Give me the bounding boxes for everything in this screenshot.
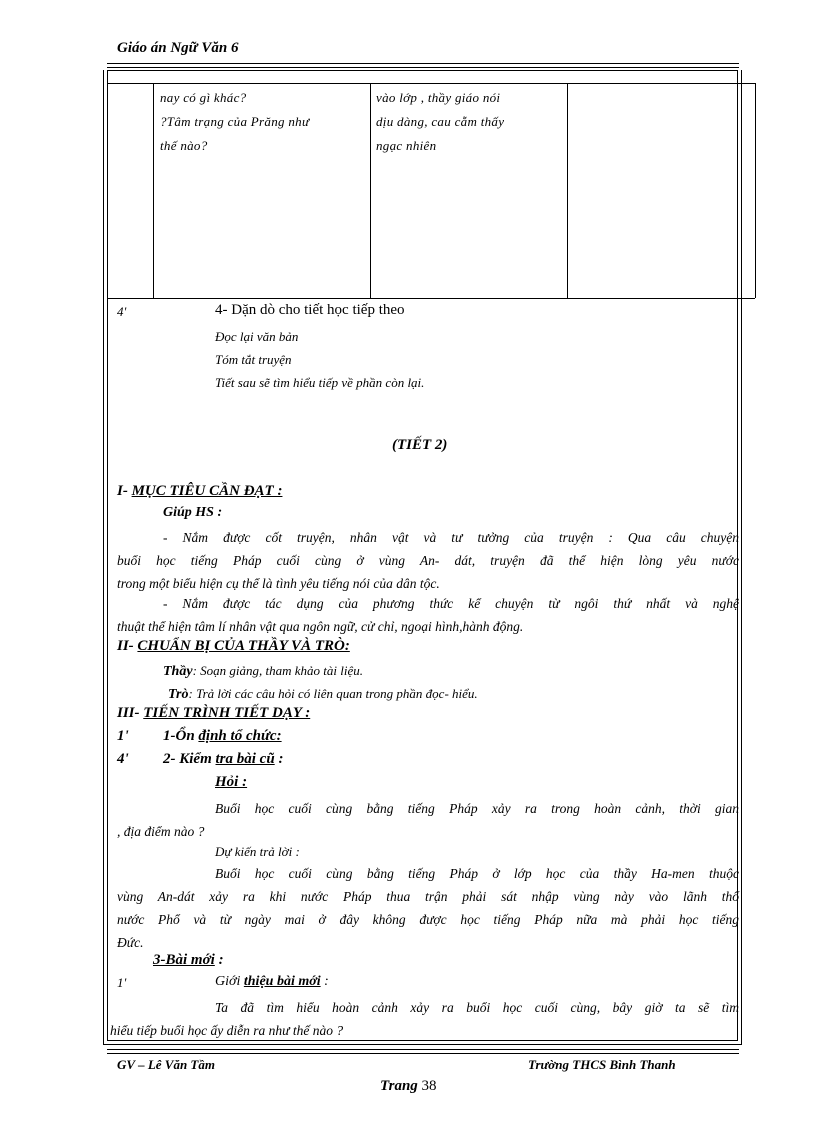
question-line: Buổi học cuối cùng bằng tiếng Pháp xảy ra trong hoàn cảnh, thời gian bbox=[215, 801, 739, 816]
homework-item: Tiết sau sẽ tìm hiểu tiếp về phần còn lại. bbox=[215, 375, 425, 390]
table-line: vào lớp , thầy giáo nói bbox=[376, 90, 501, 105]
homework-time: 4' bbox=[117, 304, 127, 319]
table-line: nay có gì khác? bbox=[160, 90, 247, 105]
expected-answer bbox=[117, 862, 739, 954]
question-line: , địa điểm nào ? bbox=[117, 824, 205, 839]
homework-item: Tóm tắt truyện bbox=[215, 352, 292, 367]
intro-line: hiểu tiếp buổi học ấy diễn ra như thế nào ? bbox=[110, 1023, 344, 1038]
teacher-prep bbox=[163, 659, 363, 683]
paragraph-line: buổi học tiếng Pháp cuối cùng ở vùng An- dát, truyện đã thể hiện lòng yêu nước bbox=[117, 553, 739, 568]
step-2-time: 4' bbox=[117, 751, 129, 767]
section-1-heading bbox=[117, 483, 282, 500]
intro-heading bbox=[215, 974, 329, 990]
table-line: dịu dàng, cau cẵm thấy bbox=[376, 114, 505, 129]
paragraph-line: - Nắm được tác dụng của phương thức kể chuyện từ ngôi thứ nhất và nghệ bbox=[163, 596, 739, 611]
table-line: thế nào? bbox=[160, 138, 208, 153]
expected-answer-label: Dự kiến trả lời : bbox=[215, 844, 300, 859]
step-2-heading bbox=[163, 751, 283, 768]
student-prep bbox=[168, 682, 478, 706]
page-number: 38 bbox=[421, 1078, 437, 1094]
intro-text bbox=[110, 996, 739, 1042]
lesson-title: (TIẾT 2) bbox=[392, 437, 448, 453]
section-2-label: II- bbox=[117, 638, 134, 654]
step-1-heading bbox=[163, 728, 282, 745]
footer-rule-thin bbox=[107, 1053, 739, 1054]
section-1-title: MỤC TIÊU CẦN ĐẠT : bbox=[131, 483, 283, 499]
step-1-prefix: 1-Ổn bbox=[163, 728, 199, 744]
section-3-title: TIẾN TRÌNH TIẾT DẠY : bbox=[143, 705, 311, 721]
step-1-title: định tổ chức: bbox=[198, 728, 282, 744]
student-label: Trò bbox=[168, 687, 189, 702]
footer-rule bbox=[107, 1049, 739, 1050]
table-line: ngạc nhiên bbox=[376, 138, 437, 153]
header-rule bbox=[107, 63, 739, 64]
step-2-title: tra bài cũ bbox=[215, 751, 275, 767]
table-bottom-rule bbox=[107, 298, 755, 299]
table-cell-answer bbox=[376, 86, 566, 158]
teacher-prep-text: : Soạn giảng, tham khảo tài liệu. bbox=[192, 663, 363, 678]
table-line: ?Tâm trạng của Prăng như bbox=[160, 114, 310, 129]
student-prep-text: : Trả lời các câu hỏi có liên quan trong phần đọc- hiểu. bbox=[188, 686, 478, 701]
homework-item: Đọc lại văn bản bbox=[215, 329, 299, 344]
answer-line: Buổi học cuối cùng bằng tiếng Pháp ở lớp học của thầy Ha-men thuộc bbox=[215, 866, 739, 881]
step-3-heading bbox=[153, 952, 224, 969]
step-1-time: 1' bbox=[117, 728, 129, 744]
intro-title: thiệu bài mới bbox=[243, 974, 321, 989]
answer-line: Đức. bbox=[117, 935, 144, 950]
ask-label: Hỏi : bbox=[215, 774, 248, 790]
step-3-suffix: : bbox=[214, 952, 224, 968]
intro-line: Ta đã tìm hiểu hoàn cảnh xảy ra buổi học cuối cùng, bây giờ ta sẽ tìm bbox=[215, 1000, 739, 1015]
old-lesson-question bbox=[117, 797, 739, 843]
section-1-label: I- bbox=[117, 483, 128, 499]
table-divider-2 bbox=[370, 83, 371, 298]
footer-school: Trường THCS Bình Thanh bbox=[528, 1057, 676, 1072]
paragraph-line: - Nắm được cốt truyện, nhân vật và tư tưởng của truyện : Qua câu chuyện bbox=[163, 530, 739, 545]
table-right-edge bbox=[755, 83, 756, 298]
intro-time: 1' bbox=[117, 975, 127, 990]
section-1-help: Giúp HS : bbox=[163, 505, 223, 520]
table-top-rule bbox=[107, 83, 755, 84]
answer-line: vùng An-dát xảy ra khi nước Pháp thua trận phải sát nhập vùng này vào lãnh thổ bbox=[117, 889, 739, 904]
intro-suffix: : bbox=[320, 974, 329, 989]
section-3-label: III- bbox=[117, 705, 140, 721]
paragraph-line: thuật thể hiện tâm lí nhân vật qua ngôn ngữ, cử chỉ, ngoại hình,hành động. bbox=[117, 619, 524, 634]
paragraph-line: trong một biểu hiện cụ thể là tình yêu tiếng nói của dân tộc. bbox=[117, 576, 440, 591]
table-cell-question bbox=[160, 86, 365, 158]
homework-list bbox=[215, 325, 424, 394]
step-3-title: 3-Bài mới bbox=[153, 952, 215, 968]
table-divider-3 bbox=[567, 83, 568, 298]
step-2-suffix: : bbox=[274, 751, 284, 767]
section-1-paragraph-2 bbox=[117, 592, 739, 638]
teacher-label: Thầy bbox=[163, 664, 193, 679]
footer-teacher: GV – Lê Văn Tầm bbox=[117, 1057, 215, 1072]
footer-page bbox=[380, 1078, 437, 1095]
step-2-prefix: 2- Kiểm bbox=[163, 751, 216, 767]
answer-line: nước Phổ và từ ngày mai ở đây không được học tiếng Pháp nữa mà phải học tiếng bbox=[117, 912, 739, 927]
table-divider-1 bbox=[153, 83, 154, 298]
section-2-title: CHUẨN BỊ CỦA THẦY VÀ TRÒ: bbox=[137, 638, 350, 654]
page-label: Trang bbox=[380, 1078, 418, 1094]
section-1-paragraph-1 bbox=[117, 526, 739, 595]
page-header-title: Giáo án Ngữ Văn 6 bbox=[117, 40, 239, 56]
header-rule-thin bbox=[107, 67, 739, 68]
section-3-heading bbox=[117, 705, 310, 722]
homework-heading: 4- Dặn dò cho tiết học tiếp theo bbox=[215, 302, 405, 318]
intro-prefix: Giới bbox=[215, 974, 244, 989]
section-2-heading bbox=[117, 638, 350, 655]
